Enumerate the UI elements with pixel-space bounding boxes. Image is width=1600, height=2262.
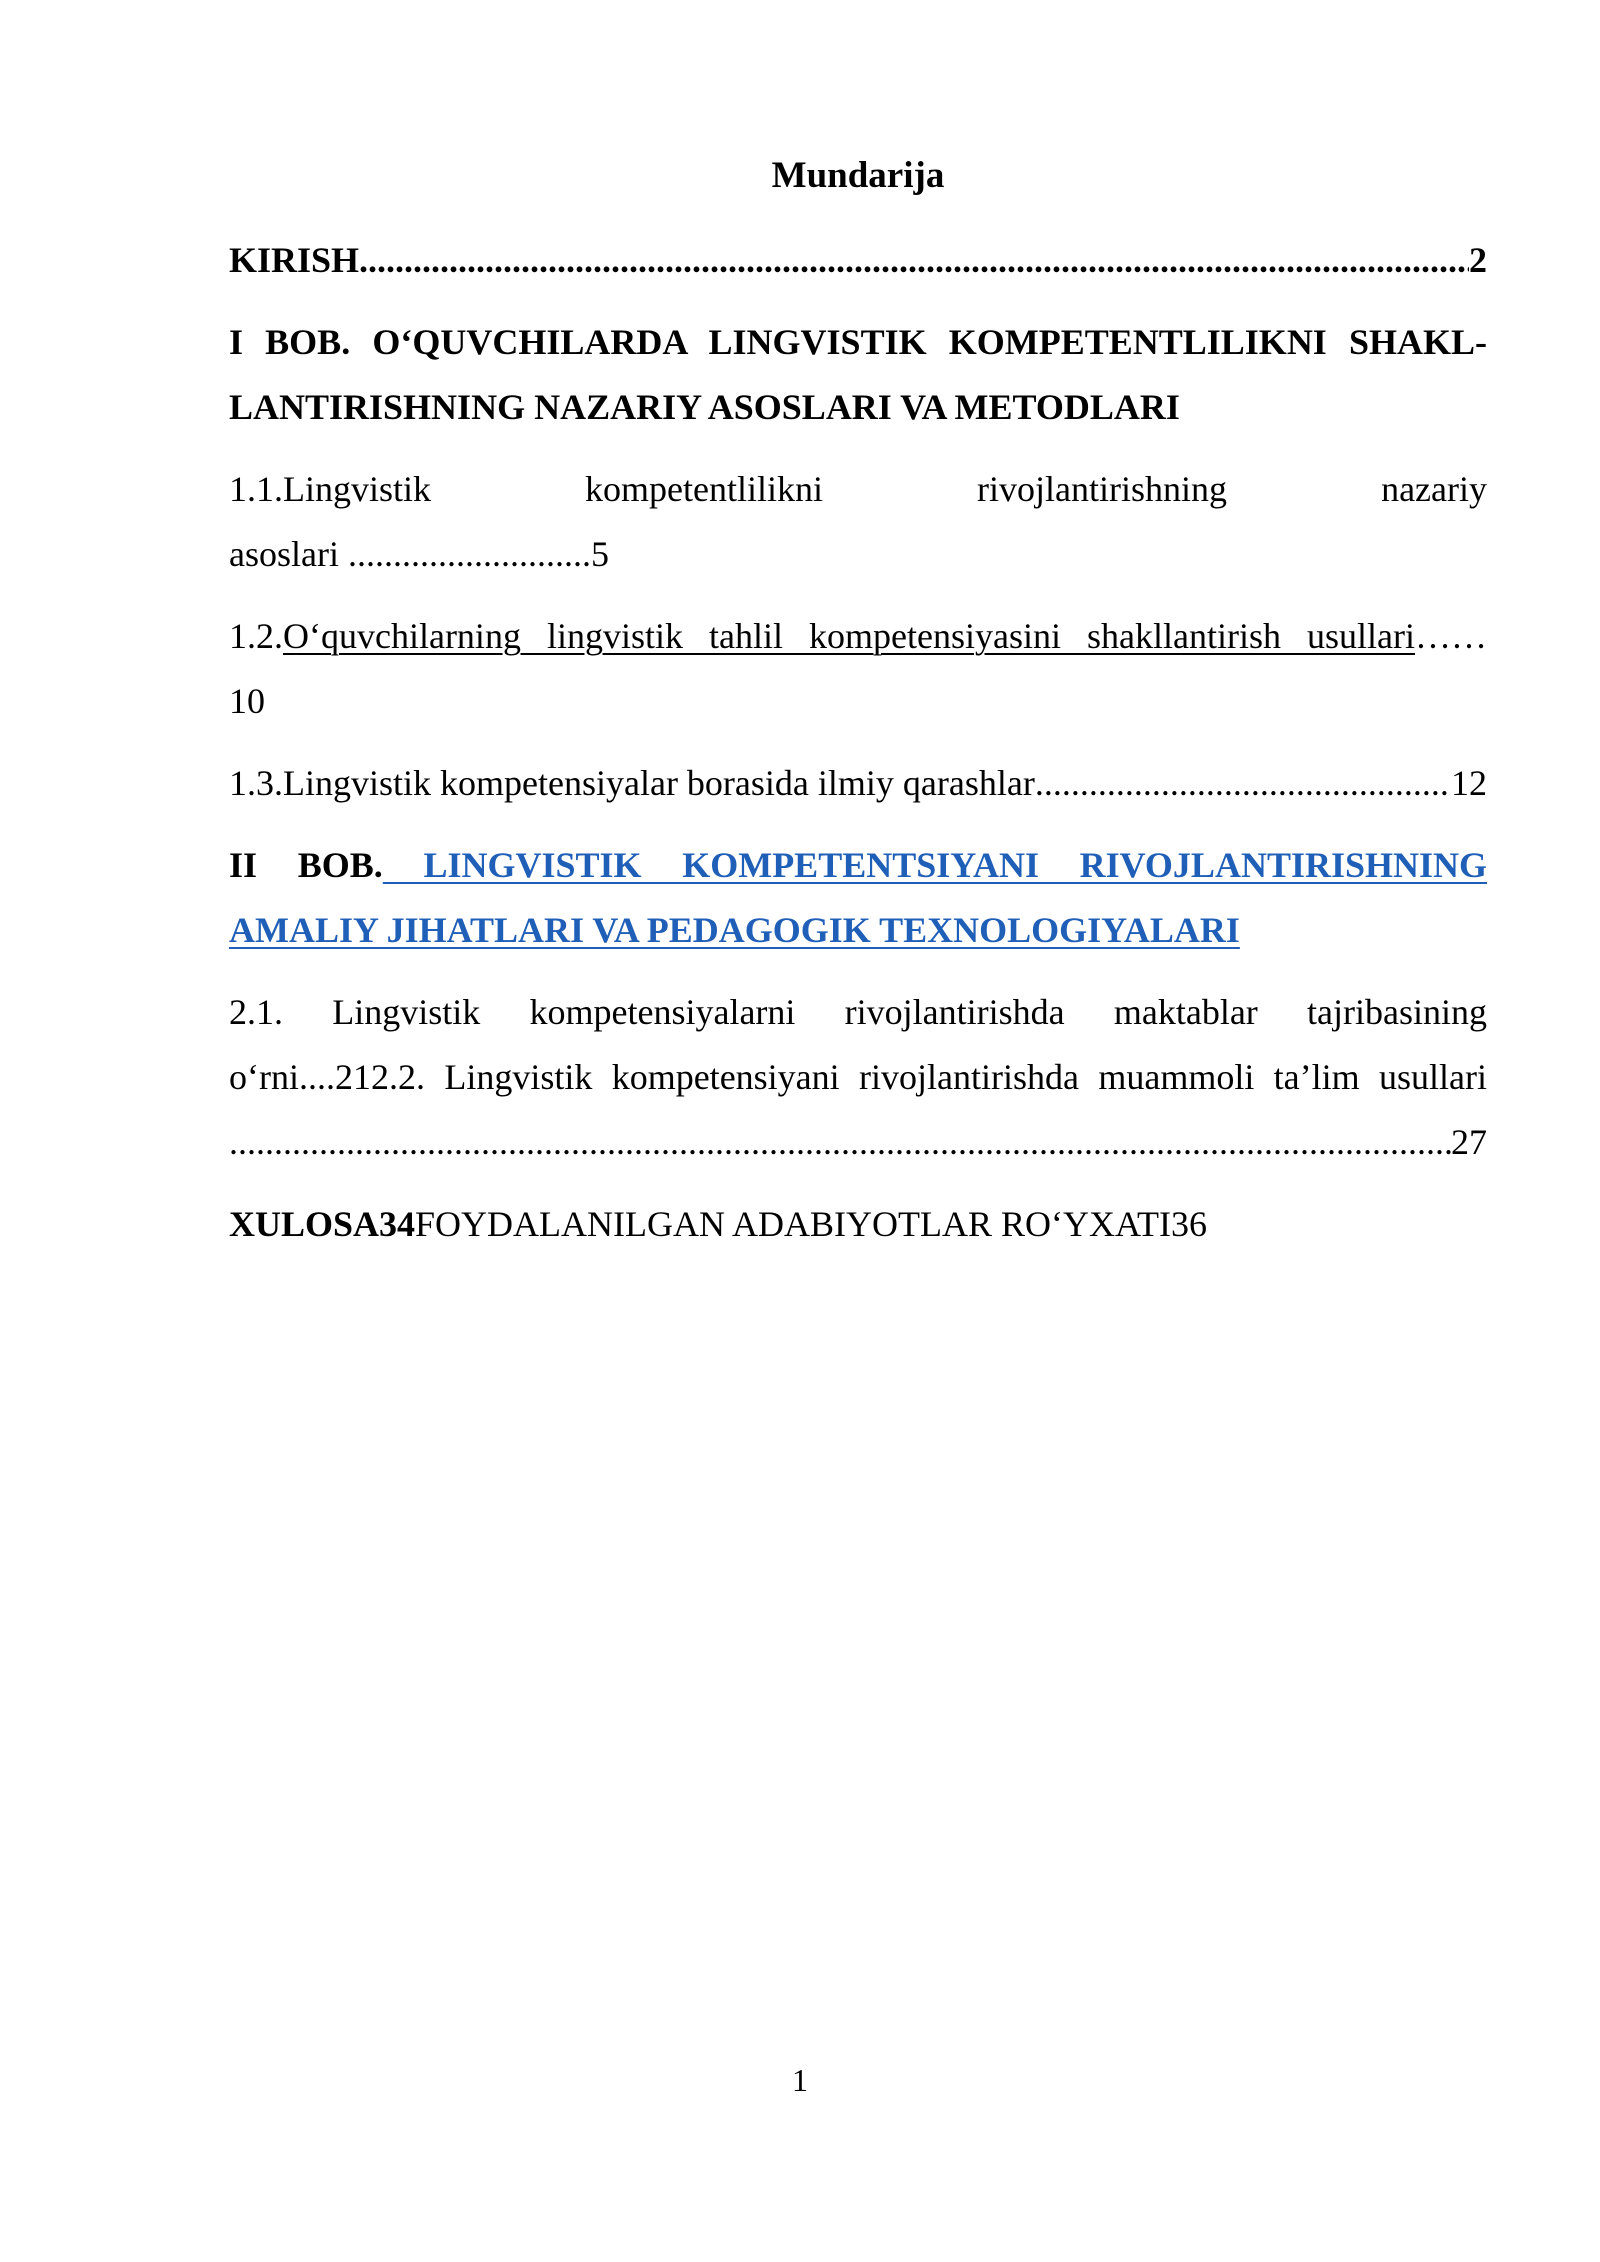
toc-entry-bob1 — [229, 310, 1487, 440]
dot-leader — [1035, 751, 1451, 816]
dot-leader: ........................... — [347, 534, 591, 574]
page-number: 1 — [792, 2062, 808, 2098]
toc-page-number: 10 — [229, 681, 265, 721]
toc-entry-2 — [229, 980, 1487, 1175]
toc-page-number: 2 — [1469, 240, 1487, 280]
s1-1-line1: 1.1.Lingvistik kompetentlilikni rivojlantirishning nazariy — [229, 469, 1487, 509]
dot-leader — [359, 228, 1469, 293]
s1-2-prefix: 1.2. — [229, 616, 283, 656]
s2-line2: o‘rni....212.2. Lingvistik kompetensiyani rivojlantirishda muammoli ta’lim usullari — [229, 1057, 1487, 1097]
bob2-link[interactable]: LINGVISTIK KOMPETENTSIYANI RIVOJLANTIRISHNING — [382, 845, 1488, 885]
toc-page-number: 12 — [1451, 763, 1487, 803]
table-of-contents — [229, 146, 1487, 1274]
s1-2-line1 — [229, 604, 1487, 669]
bob1-heading-line2: LANTIRISHNING NAZARIY ASOSLARI VA METODLARI — [229, 387, 1180, 427]
bob2-line1 — [229, 833, 1487, 898]
toc-entry-final — [229, 1192, 1487, 1257]
toc-entry-1-2 — [229, 604, 1487, 734]
toc-entry-bob2 — [229, 833, 1487, 963]
toc-title: Mundarija — [771, 155, 945, 196]
s1-1-line2 — [229, 522, 1487, 587]
dot-leader: …… — [1415, 616, 1487, 656]
xulosa-entry: XULOSA34 — [229, 1204, 416, 1244]
bob2-link-continued[interactable]: AMALIY JIHATLARI VA PEDAGOGIK TEXNOLOGIYALARI — [229, 910, 1240, 950]
references-entry: FOYDALANILGAN ADABIYOTLAR RO‘YXATI36 — [415, 1204, 1207, 1244]
bob2-prefix: II BOB. — [229, 845, 383, 885]
toc-entry-label: 1.3.Lingvistik kompetensiyalar borasida ilmiy qarashlar — [229, 763, 1035, 803]
s1-2-link[interactable]: O‘quvchilarning lingvistik tahlil kompetensiyasini shakllantirish usullari — [283, 616, 1415, 656]
toc-entry-kirish — [229, 228, 1487, 293]
toc-page-number: 27 — [1451, 1122, 1487, 1162]
s2-line3 — [229, 1110, 1487, 1175]
dot-leader — [229, 1110, 1451, 1175]
toc-page-number: 5 — [590, 534, 609, 574]
bob2-line2 — [229, 898, 1487, 963]
s1-1-label-tail: asoslari — [229, 534, 348, 574]
toc-entry-1-1 — [229, 457, 1487, 587]
toc-entry-1-3 — [229, 751, 1487, 816]
toc-entry-label: KIRISH — [229, 240, 360, 280]
bob1-heading-line1: I BOB. O‘QUVCHILARDA LINGVISTIK KOMPETENTLILIKNI SHAKL- — [229, 322, 1487, 362]
s2-line1: 2.1. Lingvistik kompetensiyalarni rivojlantirishda maktablar tajribasining — [229, 992, 1487, 1032]
